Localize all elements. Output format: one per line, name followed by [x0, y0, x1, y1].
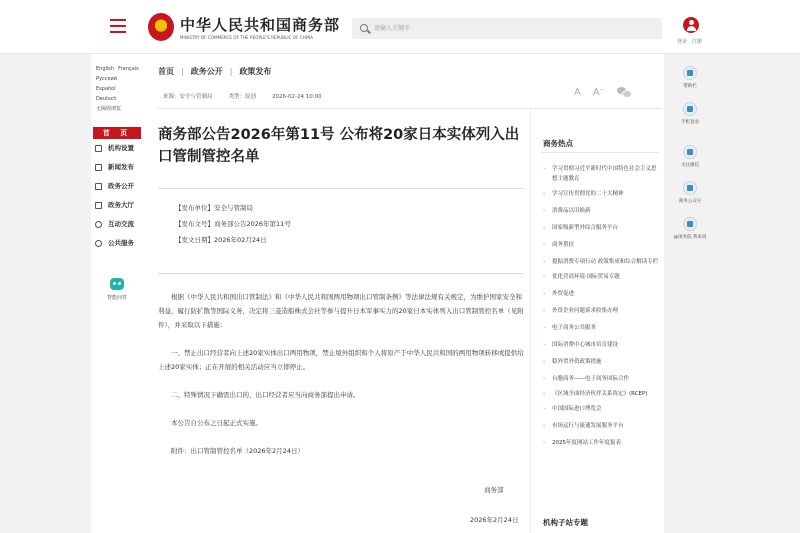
hot-item[interactable]: › 国际消费中心城市培育建设: [541, 340, 661, 350]
search-bar: [352, 18, 662, 39]
search-input[interactable]: [374, 18, 654, 39]
hot-item[interactable]: › 外资企业问题诉求收集办理: [541, 306, 661, 316]
hot-item[interactable]: › 国家级新型外综合服务平台: [541, 223, 661, 233]
breadcrumb-separator: |: [229, 67, 233, 76]
hot-item[interactable]: › 稳外贸外资政策措施: [541, 357, 661, 367]
hot-item[interactable]: › 外贸促进: [541, 289, 661, 299]
nav-label: 公共服务: [108, 239, 134, 247]
article-meta: [163, 92, 338, 100]
register-link[interactable]: 注册: [692, 39, 703, 45]
nav-item-organization[interactable]: [93, 139, 141, 158]
site-subtitle: MINISTRY OF COMMERCE OF THE PEOPLE'S REPUBLIC OF CHINA: [180, 35, 314, 40]
language-links: [96, 64, 144, 114]
paragraph: 二、特殊情况下确需出口的，出口经营者应当向商务部提出申请。: [171, 391, 360, 399]
paragraph: 一、禁止出口经营者向上述20家实体出口两用物项，禁止境外组织和个人将原产于中华人民共和国的两用物项转移或提供给上述20家实体；正在开展的相关活动应当立即停止。: [158, 349, 524, 371]
hot-item[interactable]: › 中国国际进口博览会: [541, 404, 661, 414]
document-icon: [95, 183, 102, 190]
agency-sites-title: 机构子站专题: [543, 518, 588, 527]
national-emblem-icon[interactable]: [148, 13, 174, 41]
smart-qa-label: 智能问答: [106, 295, 127, 301]
hot-item[interactable]: › 电子商务公共服务: [541, 323, 661, 333]
sign-date: 2026年2月24日: [470, 516, 519, 524]
breadcrumb: [158, 66, 271, 77]
nav-label: 机构设置: [108, 144, 134, 152]
divider: [158, 108, 662, 109]
font-smaller-button[interactable]: A⁻: [592, 87, 605, 98]
nav-label: 互动交流: [108, 220, 134, 228]
nav-label: 政务大厅: [108, 201, 134, 209]
news-icon: [95, 164, 102, 171]
paragraph: 根据《中华人民共和国出口管制法》和《中华人民共和国两用物项出口管制条例》等法律法规有关规定，为维护国家安全和利益，履行防扩散等国际义务，决定将三菱造船株式会社等参与提升日本军事实力的20家日本实体列入出口管制管控名单（见附件），并采取以下措施：: [158, 293, 524, 329]
tool-official-account[interactable]: [670, 181, 710, 204]
nav-label: 新闻发布: [108, 163, 134, 171]
smart-qa-button[interactable]: [103, 278, 131, 301]
article-tools: [574, 87, 643, 98]
hot-item[interactable]: › 2025年度网站工作年度报表: [541, 438, 661, 448]
nav-item-service-hall[interactable]: [93, 196, 141, 215]
hot-item[interactable]: › 学习贯彻习近平新时代中国特色社会主义思想主题教育: [541, 164, 661, 184]
hot-item[interactable]: › 学习宣传贯彻党的二十大精神: [541, 189, 661, 199]
tool-label: 手机登录: [681, 120, 699, 125]
lang-german[interactable]: Deutsch: [96, 96, 117, 102]
comment-icon: [683, 217, 697, 231]
tool-label: 关注微信: [681, 163, 699, 168]
hall-icon: [95, 202, 102, 209]
column-divider: [530, 109, 531, 533]
nav-home[interactable]: 首 页: [93, 127, 141, 139]
article-body: [158, 290, 528, 472]
hot-topics-list: [541, 164, 661, 448]
qr-code-icon: [683, 181, 697, 195]
lang-russian[interactable]: Русский: [96, 76, 117, 82]
breadcrumb-public-affairs[interactable]: 政务公开: [190, 67, 223, 76]
tool-state-council[interactable]: [670, 217, 710, 240]
issue-date: 【发文日期】2026年02月24日: [175, 236, 267, 244]
mobile-icon: [683, 102, 697, 116]
hot-item[interactable]: › 市场运行与流通发展服务平台: [541, 421, 661, 431]
chat-icon: [95, 221, 102, 228]
font-larger-button[interactable]: A: [574, 87, 581, 98]
document-number: 【发布文号】商务部公告2026年第11号: [175, 220, 291, 228]
nav-label: 政务公开: [108, 182, 134, 190]
breadcrumb-home[interactable]: 首页: [158, 67, 174, 76]
lang-french[interactable]: Français: [118, 66, 139, 72]
account-links: [677, 38, 707, 45]
login-link[interactable]: 登录: [677, 39, 688, 45]
left-nav: [93, 127, 141, 253]
service-icon: [95, 240, 102, 247]
menu-icon[interactable]: [110, 19, 126, 33]
tool-wechat[interactable]: [670, 145, 710, 168]
divider: [541, 152, 659, 153]
hot-item[interactable]: › 消费品以旧换新: [541, 206, 661, 216]
article-title: 商务部公告2026年第11号 公布将20家日本实体列入出口管制管控名单: [158, 127, 520, 165]
paragraph: 本公告自公布之日起正式实施。: [171, 419, 262, 427]
hot-item[interactable]: › 提振消费专项行动 政策集成和综合解读专栏: [541, 257, 661, 267]
lang-spanish[interactable]: Español: [96, 86, 116, 92]
issuing-unit: 【发布单位】安全与管制局: [175, 204, 253, 212]
hot-item[interactable]: › 《区域全面经济伙伴关系协定》(RCEP): [541, 389, 661, 399]
accessibility-link[interactable]: 无障碍浏览: [96, 106, 122, 112]
robot-icon: [110, 278, 124, 290]
wechat-share-icon[interactable]: [617, 87, 631, 97]
hot-topics-title: 商务热点: [543, 139, 573, 148]
lang-english[interactable]: English: [96, 66, 115, 72]
hot-item[interactable]: › 商务帮扶: [541, 240, 661, 250]
breadcrumb-policy[interactable]: 政策发布: [239, 67, 272, 76]
article-type: 类型：原创: [228, 94, 257, 100]
wechat-icon: [683, 145, 697, 159]
article-source: 来源：安全与管制局: [163, 94, 213, 100]
help-icon: [683, 66, 697, 80]
nav-item-news[interactable]: [93, 158, 141, 177]
site-title[interactable]: 中华人民共和国商务部: [180, 16, 341, 34]
attachment-link[interactable]: 附件：出口管制管控名单（2026年2月24日）: [171, 447, 304, 455]
tool-label: 商务公众号: [678, 199, 702, 204]
tool-label: @国务院 我来说: [673, 235, 707, 240]
article-info-box: [158, 188, 524, 274]
hot-item[interactable]: › 台胞商务——电子商务国际合作: [541, 374, 661, 384]
tool-label: 帮助栏: [683, 84, 697, 89]
nav-item-interaction[interactable]: [93, 215, 141, 234]
article-date: 2026-02-24 10:00: [272, 94, 322, 100]
side-toolbar: [670, 66, 710, 253]
org-icon: [95, 145, 102, 152]
search-icon[interactable]: [360, 24, 368, 32]
site-header: [0, 0, 800, 54]
user-icon[interactable]: [683, 17, 699, 33]
breadcrumb-separator: |: [181, 67, 184, 76]
tool-help[interactable]: [670, 66, 710, 89]
nav-item-public-service[interactable]: [93, 234, 141, 253]
tool-mobile[interactable]: [670, 102, 710, 125]
signer: 商务部: [484, 486, 504, 494]
nav-item-public-affairs[interactable]: [93, 177, 141, 196]
hot-item[interactable]: › 优化营商环境·国际贸易专题: [541, 272, 661, 282]
